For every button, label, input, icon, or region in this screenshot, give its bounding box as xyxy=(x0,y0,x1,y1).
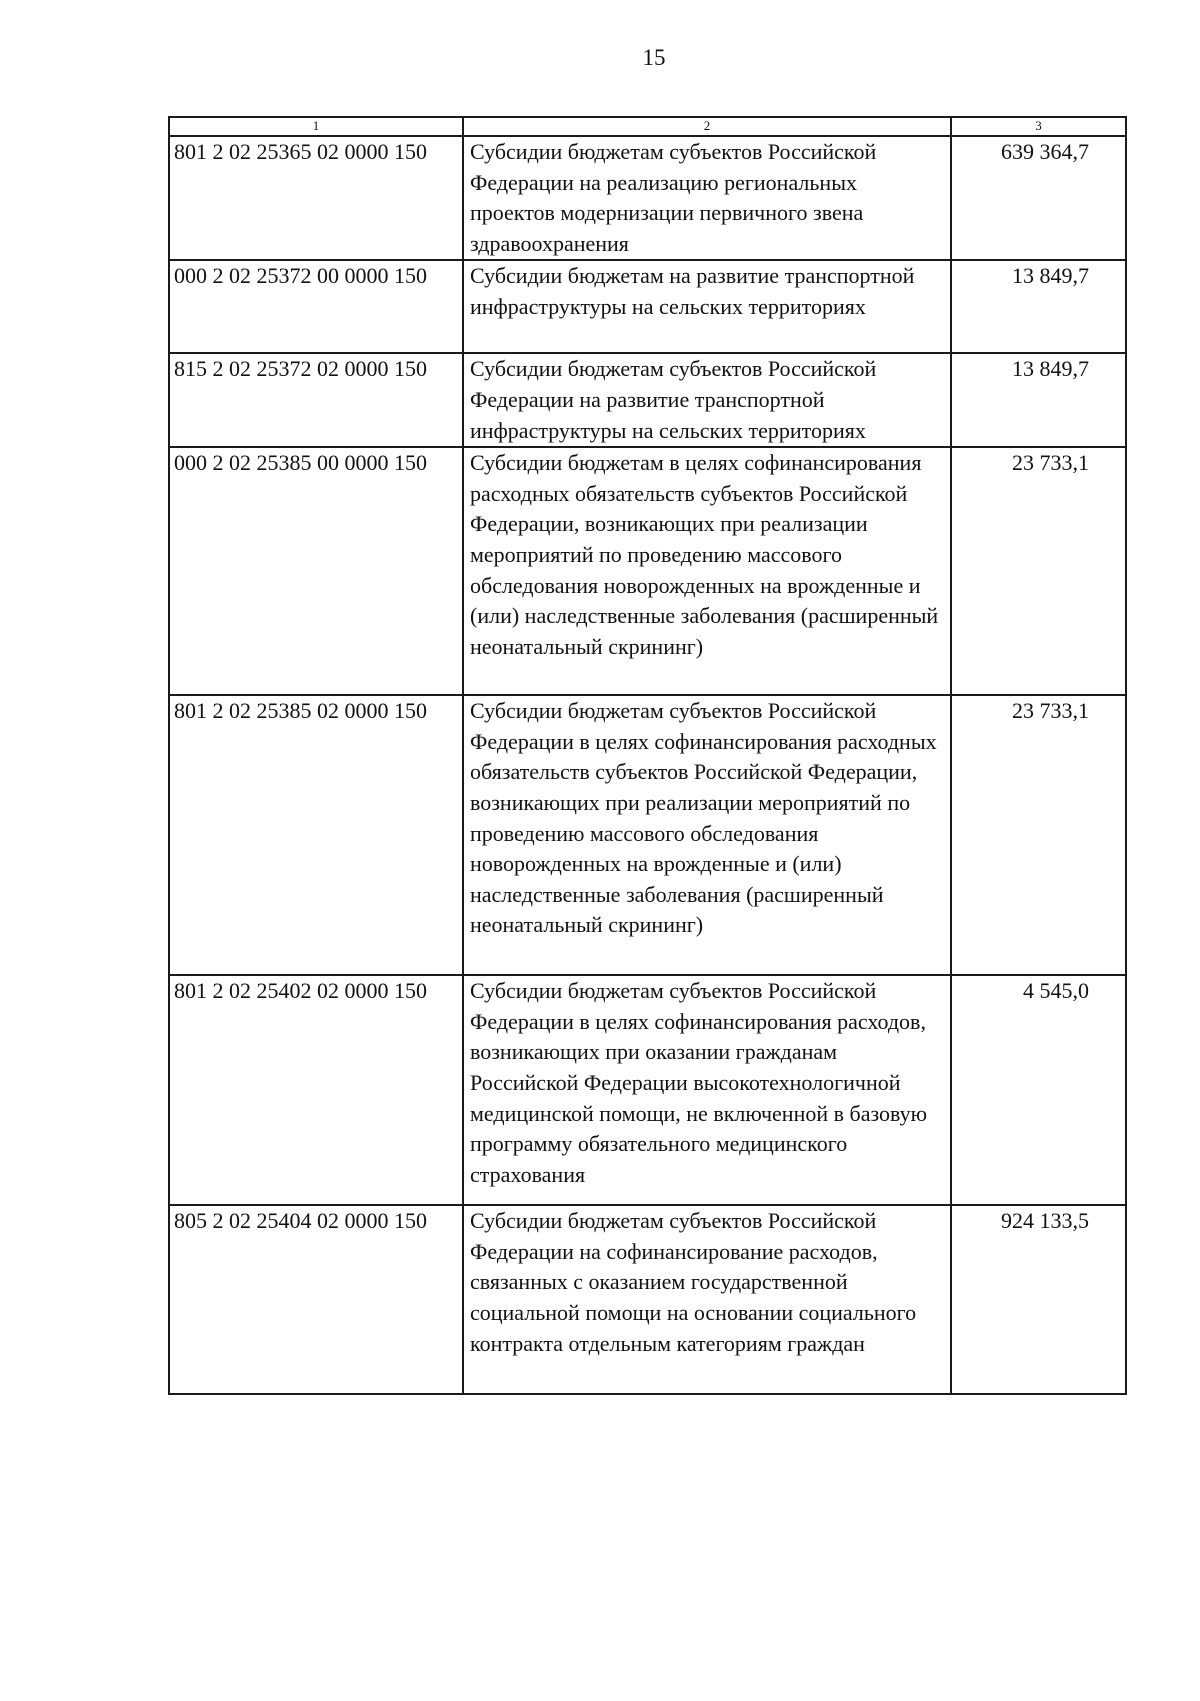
column-number-2: 2 xyxy=(463,117,951,136)
column-number-row xyxy=(169,117,1126,136)
amount-cell: 23 733,1 xyxy=(951,447,1126,695)
revenue-name-cell: Субсидии бюджетам субъектов Российской Федерации на софинансирование расходов, связанных с оказанием государственной социальной помощи на основании социального контракта отдельным категориям граждан xyxy=(463,1205,951,1394)
budget-revenue-table xyxy=(168,116,1127,1395)
table-row xyxy=(169,975,1126,1205)
budget-code-cell: 000 2 02 25372 00 0000 150 xyxy=(169,260,463,353)
budget-code-cell: 000 2 02 25385 00 0000 150 xyxy=(169,447,463,695)
amount-cell: 13 849,7 xyxy=(951,260,1126,353)
amount-cell: 924 133,5 xyxy=(951,1205,1126,1394)
amount-cell: 23 733,1 xyxy=(951,695,1126,975)
amount-cell: 639 364,7 xyxy=(951,136,1126,260)
amount-cell: 13 849,7 xyxy=(951,353,1126,447)
revenue-name-cell: Субсидии бюджетам субъектов Российской Федерации в целях софинансирования расходов, возникающих при оказании гражданам Российской Федерации высокотехнологичной медицинской помощи, не включенной в базовую программу обязательного медицинского страхования xyxy=(463,975,951,1205)
amount-cell: 4 545,0 xyxy=(951,975,1126,1205)
budget-code-cell: 801 2 02 25402 02 0000 150 xyxy=(169,975,463,1205)
budget-code-cell: 801 2 02 25365 02 0000 150 xyxy=(169,136,463,260)
revenue-name-cell: Субсидии бюджетам субъектов Российской Федерации на развитие транспортной инфраструктуры на сельских территориях xyxy=(463,353,951,447)
column-number-1: 1 xyxy=(169,117,463,136)
budget-code-cell: 815 2 02 25372 02 0000 150 xyxy=(169,353,463,447)
revenue-name-cell: Субсидии бюджетам на развитие транспортной инфраструктуры на сельских территориях xyxy=(463,260,951,353)
revenue-name-cell: Субсидии бюджетам субъектов Российской Федерации в целях софинансирования расходных обязательств субъектов Российской Федерации, возникающих при реализации мероприятий по проведению массового обследования новорожденных на врожденные и (или) наследственные заболевания (расширенный неонатальный скрининг) xyxy=(463,695,951,975)
table-row xyxy=(169,136,1126,260)
table-row xyxy=(169,1205,1126,1394)
table-row xyxy=(169,447,1126,695)
table-row xyxy=(169,353,1126,447)
budget-code-cell: 805 2 02 25404 02 0000 150 xyxy=(169,1205,463,1394)
page-number: 15 xyxy=(642,45,666,70)
revenue-name-cell: Субсидии бюджетам в целях софинансирования расходных обязательств субъектов Российской Федерации, возникающих при реализации мероприятий по проведению массового обследования новорожденных на врожденные и (или) наследственные заболевания (расширенный неонатальный скрининг) xyxy=(463,447,951,695)
column-number-3: 3 xyxy=(951,117,1126,136)
revenue-name-cell: Субсидии бюджетам субъектов Российской Федерации на реализацию региональных проектов модернизации первичного звена здравоохранения xyxy=(463,136,951,260)
table-row xyxy=(169,695,1126,975)
table-row xyxy=(169,260,1126,353)
budget-code-cell: 801 2 02 25385 02 0000 150 xyxy=(169,695,463,975)
